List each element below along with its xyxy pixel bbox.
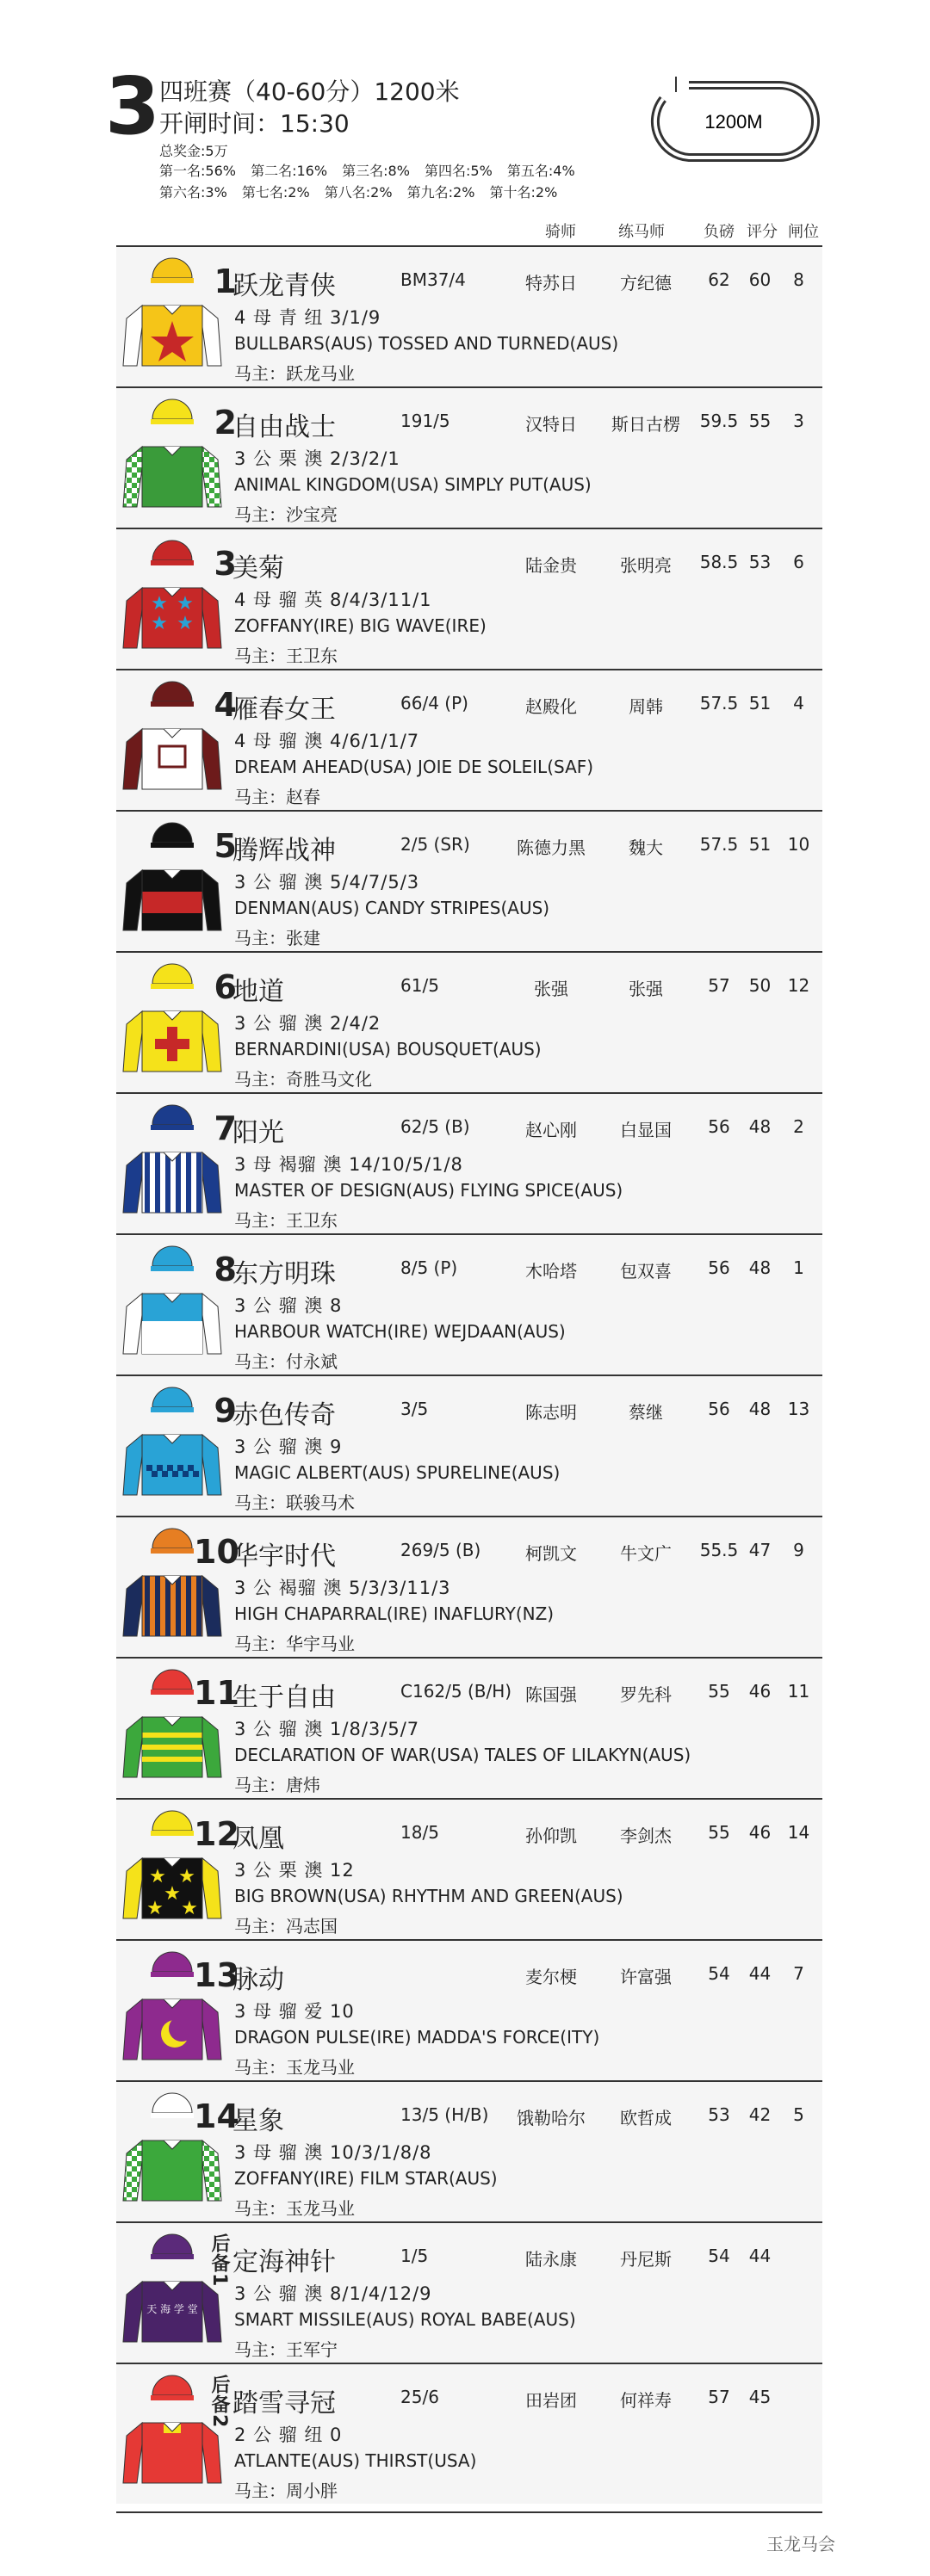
draw: 8 (793, 269, 804, 290)
saddle-number: 9 (214, 1392, 237, 1430)
horse-name: 生于自由 (232, 1683, 336, 1713)
last-rating: 2/5 (SR) (400, 834, 470, 855)
place-share: 第五名:4% (506, 163, 575, 179)
horse-info: 4 母 骝 澳 4/6/1/1/7 (234, 731, 420, 751)
horse-name: 阳光 (232, 1118, 284, 1148)
jockey-name: 陈国强 (525, 1684, 577, 1705)
col-header-jockey: 骑师 (545, 223, 576, 241)
weight: 59.5 (699, 411, 739, 431)
horse-info: 4 母 青 纽 3/1/9 (234, 307, 381, 328)
saddle-number: 4 (214, 686, 237, 724)
table-bottom-rule (116, 2511, 822, 2513)
weight: 57.5 (699, 834, 739, 855)
horse-name: 东方明珠 (232, 1259, 336, 1289)
runner-row (116, 245, 822, 386)
race-title: 四班赛（40-60分）1200米 (159, 77, 460, 106)
pedigree: DREAM AHEAD(USA) JOIE DE SOLEIL(SAF) (234, 757, 594, 777)
last-rating: 13/5 (H/B) (400, 2104, 489, 2125)
trainer-name: 白显国 (620, 1120, 672, 1140)
horse-name: 地道 (232, 977, 284, 1007)
saddle-number: 7 (214, 1109, 237, 1147)
score: 48 (748, 1257, 772, 1278)
trainer-name: 包双喜 (620, 1261, 672, 1282)
runner-row (116, 1939, 822, 2080)
owner: 马主：付永斌 (234, 1351, 338, 1372)
weight: 57.5 (699, 693, 739, 713)
draw: 4 (793, 693, 804, 713)
jockey-name: 孙仰凯 (525, 1825, 577, 1846)
draw: 10 (787, 834, 810, 855)
owner: 马主：联骏马术 (234, 1492, 355, 1513)
runner-row (116, 2363, 822, 2504)
jockey-name: 陈德力黑 (517, 837, 586, 858)
owner: 马主：玉龙马业 (234, 2057, 355, 2078)
pedigree: BULLBARS(AUS) TOSSED AND TURNED(AUS) (234, 333, 619, 354)
draw: 1 (793, 1257, 804, 1278)
last-rating: 62/5 (B) (400, 1116, 470, 1137)
draw: 3 (793, 411, 804, 431)
svg-text:★: ★ (151, 613, 168, 634)
score: 45 (748, 2387, 772, 2407)
saddle-number: 11 (194, 1674, 239, 1712)
horse-name: 凤凰 (232, 1824, 284, 1854)
last-rating: 18/5 (400, 1822, 439, 1843)
horse-name: 星象 (232, 2106, 284, 2136)
trainer-name: 蔡继 (629, 1402, 663, 1423)
runner-row (116, 1657, 822, 1798)
weight: 56 (708, 1399, 730, 1419)
runner-row (116, 386, 822, 528)
trainer-name: 张明亮 (620, 555, 672, 576)
score: 48 (748, 1116, 772, 1137)
score: 50 (748, 975, 772, 996)
score: 46 (748, 1681, 772, 1702)
watermark: 玉龙马会 (766, 2534, 835, 2554)
svg-text:★: ★ (181, 1898, 198, 1919)
saddle-number: 10 (194, 1533, 239, 1571)
trainer-name: 许富强 (620, 1967, 672, 1987)
jockey-name: 麦尔梗 (525, 1967, 577, 1987)
saddle-number: 后备1 (208, 2233, 230, 2288)
horse-info: 3 公 骝 澳 2/4/2 (234, 1013, 381, 1034)
trainer-name: 斯日古楞 (611, 414, 680, 435)
jockey-name: 田岩团 (525, 2390, 577, 2411)
trainer-name: 李剑杰 (620, 1825, 672, 1846)
place-share: 第二名:16% (251, 163, 328, 179)
saddle-number: 12 (194, 1815, 239, 1853)
horse-info: 3 母 骝 爱 10 (234, 2001, 355, 2022)
place-share: 第六名:3% (159, 184, 227, 201)
svg-text:★: ★ (149, 1866, 166, 1887)
jockey-name: 特苏日 (525, 273, 577, 293)
owner: 马主：跃龙马业 (234, 363, 355, 384)
runner-row (116, 1798, 822, 1939)
runner-row (116, 1092, 822, 1233)
runner-row (116, 528, 822, 669)
jockey-name: 陆金贵 (525, 555, 577, 576)
place-share: 第九名:2% (406, 184, 475, 201)
weight: 55.5 (699, 1540, 739, 1560)
horse-info: 2 公 骝 纽 0 (234, 2425, 343, 2445)
score: 60 (748, 269, 772, 290)
owner: 马主：华宇马业 (234, 1634, 355, 1654)
pedigree: BERNARDINI(USA) BOUSQUET(AUS) (234, 1039, 542, 1059)
place-share: 第四名:5% (425, 163, 493, 179)
gate-time: 开闸时间：15:30 (159, 109, 350, 138)
pedigree: ATLANTE(AUS) THIRST(USA) (234, 2450, 477, 2471)
weight: 62 (708, 269, 730, 290)
saddle-number: 3 (214, 545, 237, 583)
horse-info: 3 公 栗 澳 2/3/2/1 (234, 448, 400, 469)
svg-text:★: ★ (177, 593, 194, 615)
runner-row (116, 810, 822, 951)
pedigree: DECLARATION OF WAR(USA) TALES OF LILAKYN(AUS) (234, 1745, 691, 1765)
col-header-trainer: 练马师 (618, 223, 665, 241)
runner-row (116, 2221, 822, 2363)
last-rating: 3/5 (400, 1399, 429, 1419)
jockey-name: 汉特日 (525, 414, 577, 435)
owner: 马主：王军宁 (234, 2339, 338, 2360)
weight: 53 (708, 2104, 730, 2125)
saddle-number: 6 (214, 968, 237, 1006)
pedigree: ZOFFANY(IRE) BIG WAVE(IRE) (234, 615, 487, 636)
place-share: 第十名:2% (489, 184, 558, 201)
horse-info: 3 公 骝 澳 9 (234, 1436, 343, 1457)
jockey-name: 柯凯文 (525, 1543, 577, 1564)
runner-row (116, 1516, 822, 1657)
score: 53 (748, 552, 772, 572)
jockey-name: 赵心刚 (525, 1120, 577, 1140)
last-rating: 8/5 (P) (400, 1257, 458, 1278)
runner-row (116, 669, 822, 810)
horse-name: 华宇时代 (232, 1541, 336, 1572)
draw: 2 (793, 1116, 804, 1137)
draw: 5 (793, 2104, 804, 2125)
owner: 马主：冯志国 (234, 1916, 338, 1937)
trainer-name: 周韩 (629, 696, 663, 717)
draw: 13 (787, 1399, 810, 1419)
pedigree: ZOFFANY(IRE) FILM STAR(AUS) (234, 2168, 498, 2189)
horse-info: 3 母 骝 澳 10/3/1/8/8 (234, 2142, 432, 2163)
trainer-name: 魏大 (629, 837, 663, 858)
horse-name: 腾辉战神 (232, 836, 336, 866)
owner: 马主：玉龙马业 (234, 2198, 355, 2219)
svg-text:★: ★ (177, 613, 194, 634)
race-header (0, 0, 930, 241)
place-share: 第三名:8% (342, 163, 410, 179)
jockey-name: 张强 (534, 979, 568, 999)
jockey-name: 陈志明 (525, 1402, 577, 1423)
owner: 马主：王卫东 (234, 1210, 338, 1231)
track-diagram (637, 73, 822, 168)
last-rating: 66/4 (P) (400, 693, 468, 713)
runner-row (116, 1233, 822, 1374)
last-rating: 25/6 (400, 2387, 439, 2407)
trainer-name: 牛文广 (620, 1543, 672, 1564)
draw: 6 (793, 552, 804, 572)
last-rating: 269/5 (B) (400, 1540, 481, 1560)
trainer-name: 欧哲成 (620, 2108, 672, 2128)
trainer-name: 罗先科 (620, 1684, 672, 1705)
horse-info: 3 公 褐骝 澳 5/3/3/11/3 (234, 1578, 451, 1598)
horse-info: 3 公 栗 澳 12 (234, 1860, 355, 1881)
last-rating: 61/5 (400, 975, 439, 996)
weight: 56 (708, 1257, 730, 1278)
weight: 56 (708, 1116, 730, 1137)
pedigree: DRAGON PULSE(IRE) MADDA'S FORCE(ITY) (234, 2027, 600, 2048)
pedigree: HIGH CHAPARRAL(IRE) INAFLURY(NZ) (234, 1603, 555, 1624)
saddle-number: 5 (214, 827, 237, 865)
horse-name: 赤色传奇 (232, 1400, 336, 1430)
horse-name: 脉动 (232, 1965, 284, 1995)
last-rating: C162/5 (B/H) (400, 1681, 512, 1702)
horse-info: 3 公 骝 澳 1/8/3/5/7 (234, 1719, 420, 1739)
weight: 55 (708, 1681, 730, 1702)
weight: 54 (708, 2246, 730, 2266)
owner: 马主：赵春 (234, 787, 320, 807)
draw: 12 (787, 975, 810, 996)
owner: 马主：周小胖 (234, 2480, 338, 2501)
saddle-number: 8 (214, 1251, 237, 1288)
draw: 14 (787, 1822, 810, 1843)
score: 55 (748, 411, 772, 431)
weight: 54 (708, 1963, 730, 1984)
svg-text:★: ★ (146, 1898, 164, 1919)
score: 48 (748, 1399, 772, 1419)
prize-distribution (159, 160, 590, 203)
trainer-name: 张强 (629, 979, 663, 999)
runner-row (116, 1374, 822, 1516)
weight: 57 (708, 2387, 730, 2407)
runner-row (116, 951, 822, 1092)
pedigree: SMART MISSILE(AUS) ROYAL BABE(AUS) (234, 2309, 576, 2330)
trainer-name: 何祥寿 (620, 2390, 672, 2411)
pedigree: ANIMAL KINGDOM(USA) SIMPLY PUT(AUS) (234, 474, 592, 495)
pedigree: MAGIC ALBERT(AUS) SPURELINE(AUS) (234, 1462, 561, 1483)
horse-info: 3 母 褐骝 澳 14/10/5/1/8 (234, 1154, 463, 1175)
jockey-name: 饿勒哈尔 (517, 2108, 586, 2128)
jockey-name: 赵殿化 (525, 696, 577, 717)
horse-name: 自由战士 (232, 412, 336, 442)
horse-name: 跃龙青侠 (232, 271, 336, 301)
horse-info: 4 母 骝 英 8/4/3/11/1 (234, 590, 432, 610)
draw: 11 (787, 1681, 810, 1702)
owner: 马主：唐炜 (234, 1775, 320, 1795)
svg-text:★: ★ (178, 1866, 195, 1887)
score: 42 (748, 2104, 772, 2125)
svg-text:★: ★ (151, 593, 168, 615)
last-rating: BM37/4 (400, 269, 466, 290)
saddle-number: 1 (214, 263, 237, 300)
score: 51 (748, 834, 772, 855)
col-header-score: 评分 (747, 223, 778, 241)
place-share: 第一名:56% (159, 163, 236, 179)
owner: 马主：王卫东 (234, 646, 338, 666)
saddle-number: 13 (194, 1956, 239, 1994)
score: 46 (748, 1822, 772, 1843)
owner: 马主：张建 (234, 928, 320, 948)
pedigree: DENMAN(AUS) CANDY STRIPES(AUS) (234, 898, 550, 918)
svg-text:天 海 学 堂: 天 海 学 堂 (146, 2303, 198, 2315)
weight: 55 (708, 1822, 730, 1843)
svg-text:★: ★ (164, 1883, 181, 1905)
horse-info: 3 公 骝 澳 8/1/4/12/9 (234, 2283, 432, 2304)
weight: 57 (708, 975, 730, 996)
jockey-name: 木哈塔 (525, 1261, 577, 1282)
track-label: 1200M (704, 111, 763, 133)
horse-name: 踏雪寻冠 (232, 2388, 336, 2418)
saddle-number: 后备2 (208, 2375, 230, 2429)
runner-row (116, 2080, 822, 2221)
col-header-weight: 负磅 (704, 223, 735, 241)
owner: 马主：奇胜马文化 (234, 1069, 372, 1090)
draw: 7 (793, 1963, 804, 1984)
saddle-number: 2 (214, 404, 237, 442)
owner: 马主：沙宝亮 (234, 504, 338, 525)
trainer-name: 丹尼斯 (620, 2249, 672, 2270)
place-share: 第七名:2% (241, 184, 310, 201)
last-rating: 1/5 (400, 2246, 429, 2266)
race-number: 3 (105, 60, 161, 152)
place-share: 第八名:2% (324, 184, 393, 201)
score: 44 (748, 2246, 772, 2266)
last-rating: 191/5 (400, 411, 450, 431)
pedigree: HARBOUR WATCH(IRE) WEJDAAN(AUS) (234, 1321, 566, 1342)
horse-name: 雁春女王 (232, 695, 336, 725)
score: 51 (748, 693, 772, 713)
horse-name: 定海神针 (232, 2247, 336, 2277)
col-header-draw: 闸位 (788, 223, 819, 241)
horse-name: 美菊 (232, 553, 284, 584)
horse-info: 3 公 骝 澳 5/4/7/5/3 (234, 872, 420, 893)
pedigree: MASTER OF DESIGN(AUS) FLYING SPICE(AUS) (234, 1180, 623, 1201)
weight: 58.5 (699, 552, 739, 572)
saddle-number: 14 (194, 2097, 239, 2135)
horse-info: 3 公 骝 澳 8 (234, 1295, 343, 1316)
score: 47 (748, 1540, 772, 1560)
pedigree: BIG BROWN(USA) RHYTHM AND GREEN(AUS) (234, 1886, 623, 1906)
draw: 9 (793, 1540, 804, 1560)
jockey-name: 陆永康 (525, 2249, 577, 2270)
total-prize: 总奖金:5万 (159, 143, 228, 159)
score: 44 (748, 1963, 772, 1984)
trainer-name: 方纪德 (620, 273, 672, 293)
